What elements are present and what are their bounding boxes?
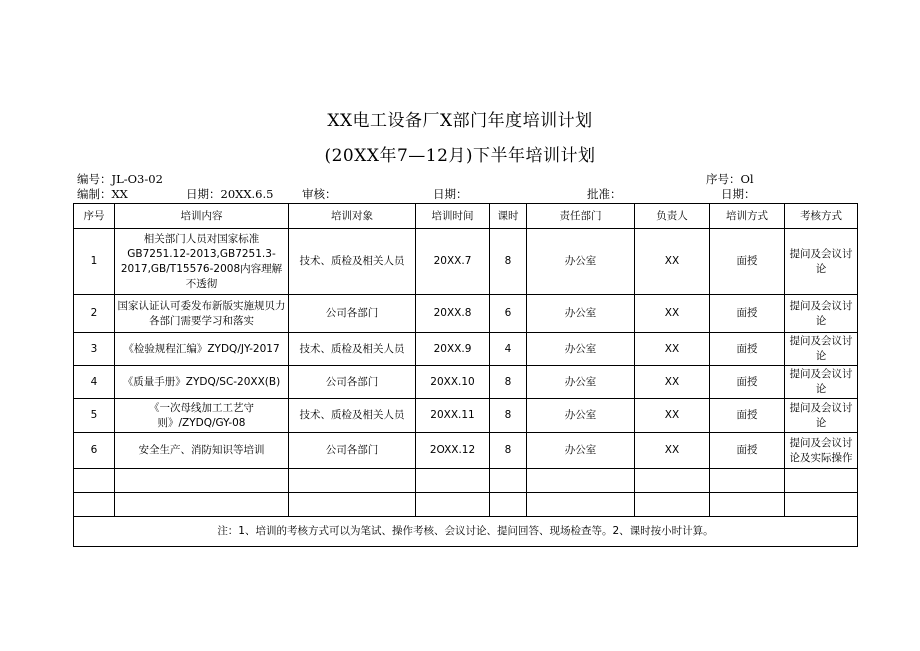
table-header-row (74, 204, 858, 229)
cell-department: 办公室 (527, 333, 635, 366)
cell-seq: 2 (74, 295, 115, 333)
table-row (74, 333, 858, 366)
cell-seq: 6 (74, 433, 115, 469)
cell-seq: 1 (74, 229, 115, 295)
cell-audience: 公司各部门 (289, 433, 416, 469)
header-department: 责任部门 (527, 204, 635, 229)
cell-department: 办公室 (527, 433, 635, 469)
cell-person: XX (635, 433, 710, 469)
table-row (74, 229, 858, 295)
cell-person: XX (635, 366, 710, 399)
cell-audience: 技术、质检及相关人员 (289, 399, 416, 433)
cell-content: 安全生产、消防知识等培训 (115, 433, 289, 469)
cell-assessment: 提问及会议讨论 (785, 366, 858, 399)
reviewer-field: 审核： (302, 187, 337, 201)
header-hours: 课时 (490, 204, 527, 229)
header-person: 负责人 (635, 204, 710, 229)
cell-time: 2OXX.12 (416, 433, 490, 469)
training-plan-table (73, 203, 858, 547)
cell-hours: 8 (490, 433, 527, 469)
table-row-empty (74, 469, 858, 493)
cell-content: 《质量手册》ZYDQ/SC-20XX(B) (115, 366, 289, 399)
compiler-field: 编制：XX (77, 187, 128, 201)
cell-hours: 8 (490, 399, 527, 433)
table-row (74, 295, 858, 333)
cell-audience: 公司各部门 (289, 295, 416, 333)
table-row (74, 433, 858, 469)
cell-method: 面授 (710, 333, 785, 366)
header-method: 培训方式 (710, 204, 785, 229)
approver-field: 批准： (587, 187, 622, 201)
header-seq: 序号 (74, 204, 115, 229)
cell-method: 面授 (710, 229, 785, 295)
sequence-number: 序号：Ol (706, 172, 754, 186)
cell-person: XX (635, 229, 710, 295)
cell-seq: 5 (74, 399, 115, 433)
cell-department: 办公室 (527, 229, 635, 295)
cell-time: 20XX.11 (416, 399, 490, 433)
cell-hours: 4 (490, 333, 527, 366)
cell-hours: 6 (490, 295, 527, 333)
cell-assessment: 提问及会议讨论 (785, 333, 858, 366)
approve-date-field: 日期： (721, 187, 756, 201)
cell-department: 办公室 (527, 295, 635, 333)
table-row (74, 366, 858, 399)
cell-assessment: 提问及会议讨论及实际操作 (785, 433, 858, 469)
cell-content: 国家认证认可委发布新版实施规贝力各部门需要学习和落实 (115, 295, 289, 333)
document-title: XX电工设备厂X部门年度培训计划 (327, 111, 593, 131)
cell-assessment: 提问及会议讨论 (785, 229, 858, 295)
cell-content: 相关部门人员对国家标准GB7251.12-2013,GB7251.3-2017,GB/T15576-2008内容理解不透彻 (115, 229, 289, 295)
table-row (74, 399, 858, 433)
document-code: 编号：JL-O3-02 (77, 172, 163, 186)
cell-method: 面授 (710, 399, 785, 433)
cell-audience: 技术、质检及相关人员 (289, 229, 416, 295)
cell-time: 20XX.9 (416, 333, 490, 366)
cell-person: XX (635, 399, 710, 433)
table-note: 注：1、培训的考核方式可以为笔试、操作考核、会议讨论、提问回答、现场检查等。2、课时按小时计算。 (74, 517, 858, 547)
review-date-field: 日期： (433, 187, 468, 201)
cell-department: 办公室 (527, 366, 635, 399)
cell-seq: 4 (74, 366, 115, 399)
cell-person: XX (635, 333, 710, 366)
cell-seq: 3 (74, 333, 115, 366)
cell-person: XX (635, 295, 710, 333)
cell-method: 面授 (710, 366, 785, 399)
cell-content: 《一次母线加工工艺守则》/ZYDQ/GY-08 (115, 399, 289, 433)
header-content: 培训内容 (115, 204, 289, 229)
header-assessment: 考核方式 (785, 204, 858, 229)
table-row-empty (74, 493, 858, 517)
cell-audience: 公司各部门 (289, 366, 416, 399)
cell-hours: 8 (490, 366, 527, 399)
cell-method: 面授 (710, 295, 785, 333)
cell-assessment: 提问及会议讨论 (785, 295, 858, 333)
cell-audience: 技术、质检及相关人员 (289, 333, 416, 366)
header-audience: 培训对象 (289, 204, 416, 229)
cell-method: 面授 (710, 433, 785, 469)
header-time: 培训时间 (416, 204, 490, 229)
cell-content: 《检验规程汇编》ZYDQ/JY-2017 (115, 333, 289, 366)
note-row (74, 517, 858, 547)
compile-date-field: 日期：20XX.6.5 (186, 187, 274, 201)
cell-time: 20XX.8 (416, 295, 490, 333)
cell-time: 20XX.10 (416, 366, 490, 399)
cell-hours: 8 (490, 229, 527, 295)
cell-assessment: 提问及会议讨论 (785, 399, 858, 433)
document-subtitle: (20XX年7—12月)下半年培训计划 (324, 146, 596, 166)
cell-department: 办公室 (527, 399, 635, 433)
cell-time: 20XX.7 (416, 229, 490, 295)
